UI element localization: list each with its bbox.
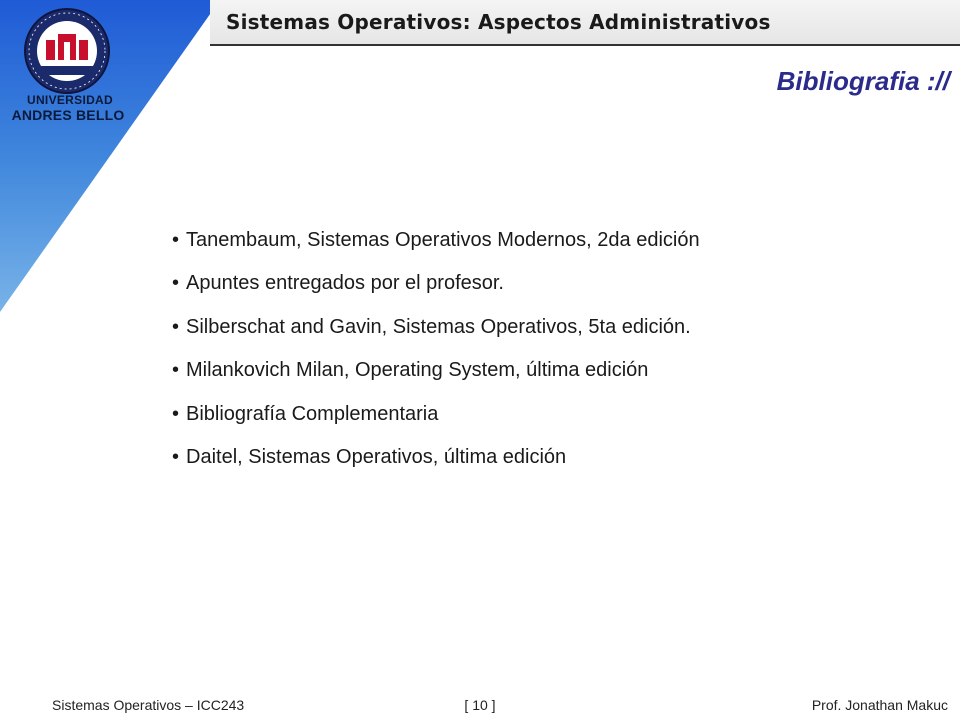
bibliography-item	[172, 269, 700, 312]
bullet: •	[172, 315, 180, 338]
bullet: •	[172, 272, 180, 295]
logo-andres-bello-label: ANDRES BELLO	[11, 107, 125, 123]
bullet: •	[172, 445, 180, 468]
footer-page-number: [ 10 ]	[464, 697, 496, 713]
bibliography-text: Daitel, Sistemas Operativos, última edición	[186, 445, 567, 468]
bibliography-text: Milankovich Milan, Operating System, última edición	[186, 359, 649, 382]
course-title: Sistemas Operativos: Aspectos Administrativos	[226, 10, 771, 34]
bibliography-item	[172, 443, 700, 486]
bibliography-item	[172, 400, 700, 443]
bullet: •	[172, 402, 180, 425]
bullet: •	[172, 359, 180, 382]
bibliography-item	[172, 313, 700, 356]
bibliography-text: Apuntes entregados por el profesor.	[186, 272, 504, 295]
bibliography-item	[172, 226, 700, 269]
bibliography-text: Tanembaum, Sistemas Operativos Modernos, 2da edición	[186, 229, 700, 251]
bibliography-item	[172, 356, 700, 399]
footer-professor: Prof. Jonathan Makuc	[811, 697, 948, 713]
bibliography-text: Bibliografía Complementaria	[186, 402, 439, 425]
bibliography-list	[172, 226, 700, 486]
footer-course: Sistemas Operativos – ICC243	[52, 697, 245, 713]
bullet: •	[172, 229, 180, 251]
bibliography-text: Silberschat and Gavin, Sistemas Operativos, 5ta edición.	[186, 315, 691, 338]
section-title: Bibliografia ://	[776, 66, 950, 96]
logo-university-label: UNIVERSIDAD	[27, 93, 113, 107]
